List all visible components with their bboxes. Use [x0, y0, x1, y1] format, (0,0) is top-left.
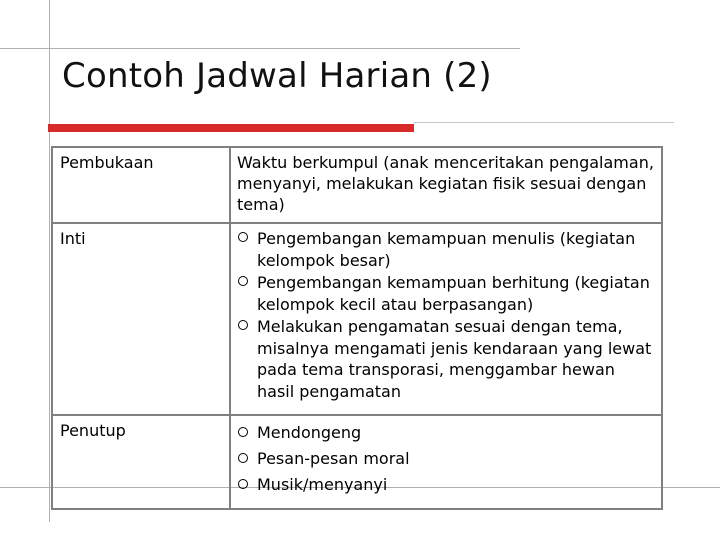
list-item-text: Pengembangan kemampuan menulis (kegiatan kelompok besar) — [257, 229, 636, 270]
hollow-circle-icon — [238, 453, 248, 463]
row-label: Penutup — [52, 415, 230, 509]
hollow-circle-icon — [238, 276, 248, 286]
hollow-circle-icon — [238, 479, 248, 489]
list-item-text: Pesan-pesan moral — [257, 449, 410, 468]
frame-left-line — [49, 0, 50, 522]
hollow-circle-icon — [238, 232, 248, 242]
table-row — [52, 147, 662, 223]
table-row — [52, 415, 662, 509]
schedule-table — [51, 146, 663, 510]
slide-title: Contoh Jadwal Harian (2) — [62, 56, 492, 96]
hollow-circle-icon — [238, 427, 248, 437]
list-item-text: Melakukan pengamatan sesuai dengan tema, misalnya mengamati jenis kendaraan yang lewat pada tema transporasi, menggambar hewan hasil pengamatan — [257, 317, 652, 401]
list-item-text: Mendongeng — [257, 423, 362, 442]
list-item — [237, 316, 655, 402]
title-accent-bar — [48, 124, 414, 132]
row-bullets — [230, 415, 662, 509]
hollow-circle-icon — [238, 320, 248, 330]
title-rule — [414, 122, 674, 123]
row-label: Inti — [52, 223, 230, 415]
row-description: Waktu berkumpul (anak menceritakan pengalaman, menyanyi, melakukan kegiatan fisik sesuai dengan tema) — [230, 147, 662, 223]
frame-top-line — [0, 48, 520, 49]
row-bullets — [230, 223, 662, 415]
list-item — [237, 472, 655, 498]
list-item-text: Pengembangan kemampuan berhitung (kegiatan kelompok kecil atau berpasangan) — [257, 273, 650, 314]
table-row — [52, 223, 662, 415]
row-label: Pembukaan — [52, 147, 230, 223]
list-item — [237, 272, 655, 315]
list-item-text: Musik/menyanyi — [257, 475, 388, 494]
list-item — [237, 420, 655, 446]
list-item — [237, 446, 655, 472]
list-item — [237, 228, 655, 271]
